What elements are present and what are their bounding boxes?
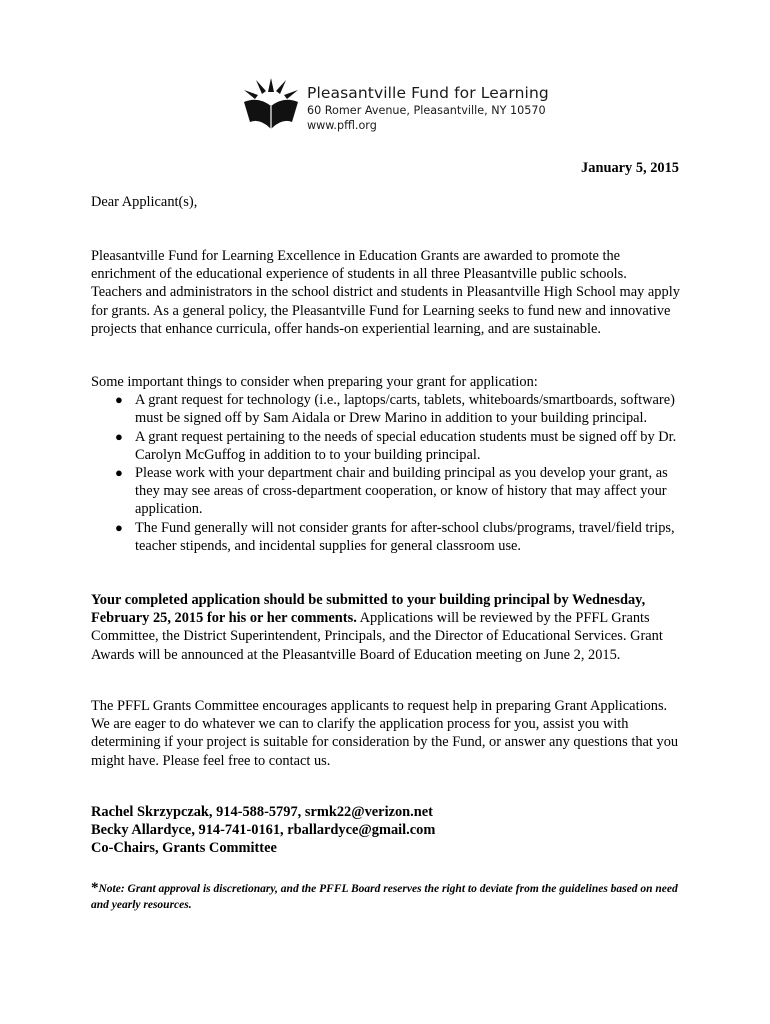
salutation: Dear Applicant(s), — [91, 194, 198, 210]
footnote-star: * — [91, 880, 99, 896]
bullet-icon: ● — [115, 519, 123, 535]
footnote-text: Note: Grant approval is discretionary, and the PFFL Board reserves the right to deviate from the guidelines based on need and yearly resources. — [91, 883, 678, 911]
considerations-section — [91, 373, 681, 555]
bullet-icon: ● — [115, 392, 123, 408]
co-chairs-title: Co-Chairs, Grants Committee — [91, 840, 277, 857]
footnote — [91, 880, 681, 913]
list-item-text: Please work with your department chair and building principal as you develop your grant, as they may see areas of cross-department cooperation, or know of history that may affect your application. — [135, 465, 668, 518]
contact-rachel: Rachel Skrzypczak, 914-588-5797, srmk22@verizon.net — [91, 804, 433, 820]
help-paragraph: The PFFL Grants Committee encourages applicants to request help in preparing Grant Applications. We are eager to do whatever we can to clarify the application process for you, assist you with determining if your project is suitable for consideration by the Fund, or answer any questions that you might have. Please feel free to contact us. — [91, 698, 679, 769]
contacts-block — [91, 803, 681, 858]
list-item-text: A grant request pertaining to the needs of special education students must be signed off by Dr. Carolyn McGuffog in addition to to your building principal. — [135, 428, 677, 463]
contact-becky: Becky Allardyce, 914-741-0161, rballardyce@gmail.com — [91, 822, 436, 839]
deadline-paragraph — [91, 591, 681, 664]
deadline-text: Applications will be reviewed by the PFFL Grants Committee, the District Superintendent, Principals, and the Director of Educational Services. Grant Awards will be announced at the Pleasantville Board of Education meeting on June 2, 2015. — [91, 610, 663, 663]
list-item-text: A grant request for technology (i.e., laptops/carts, tablets, whiteboards/smartboards, software) must be signed off by Sam Aidala or Drew Marino in addition to your building principal. — [135, 392, 675, 427]
list-intro: Some important things to consider when preparing your grant for application: — [91, 374, 538, 390]
bullet-icon: ● — [115, 465, 123, 481]
intro-paragraph: Pleasantville Fund for Learning Excellence in Education Grants are awarded to promote the enrichment of the educational experience of students in all three Pleasantville public schools. Teachers and administrators in the school district and students in Pleasantville High School may apply for grants. As a general policy, the Pleasantville Fund for Learning seeks to fund new and innovative projects that enhance curricula, offer hands-on experiential learning, and are sustainable. — [91, 248, 680, 337]
letterhead-text — [307, 84, 587, 133]
deadline-bold-text: Your completed application should be submitted to your building principal by Wednesday, February 25, 2015 for his or her comments. — [91, 592, 646, 627]
org-name: Pleasantville Fund for Learning — [307, 84, 549, 102]
org-address: 60 Romer Avenue, Pleasantville, NY 10570 — [307, 104, 546, 117]
list-item — [91, 519, 681, 555]
list-item — [91, 464, 681, 519]
open-book-sunburst-icon — [242, 74, 300, 130]
list-item — [91, 428, 681, 464]
list-item — [91, 391, 681, 427]
considerations-list — [91, 391, 681, 555]
org-website: www.pffl.org — [307, 119, 377, 132]
bullet-icon: ● — [115, 428, 123, 444]
letter-date: January 5, 2015 — [581, 160, 679, 176]
list-item-text: The Fund generally will not consider grants for after-school clubs/programs, travel/field trips, teacher stipends, and incidental supplies for general classroom use. — [135, 519, 675, 554]
